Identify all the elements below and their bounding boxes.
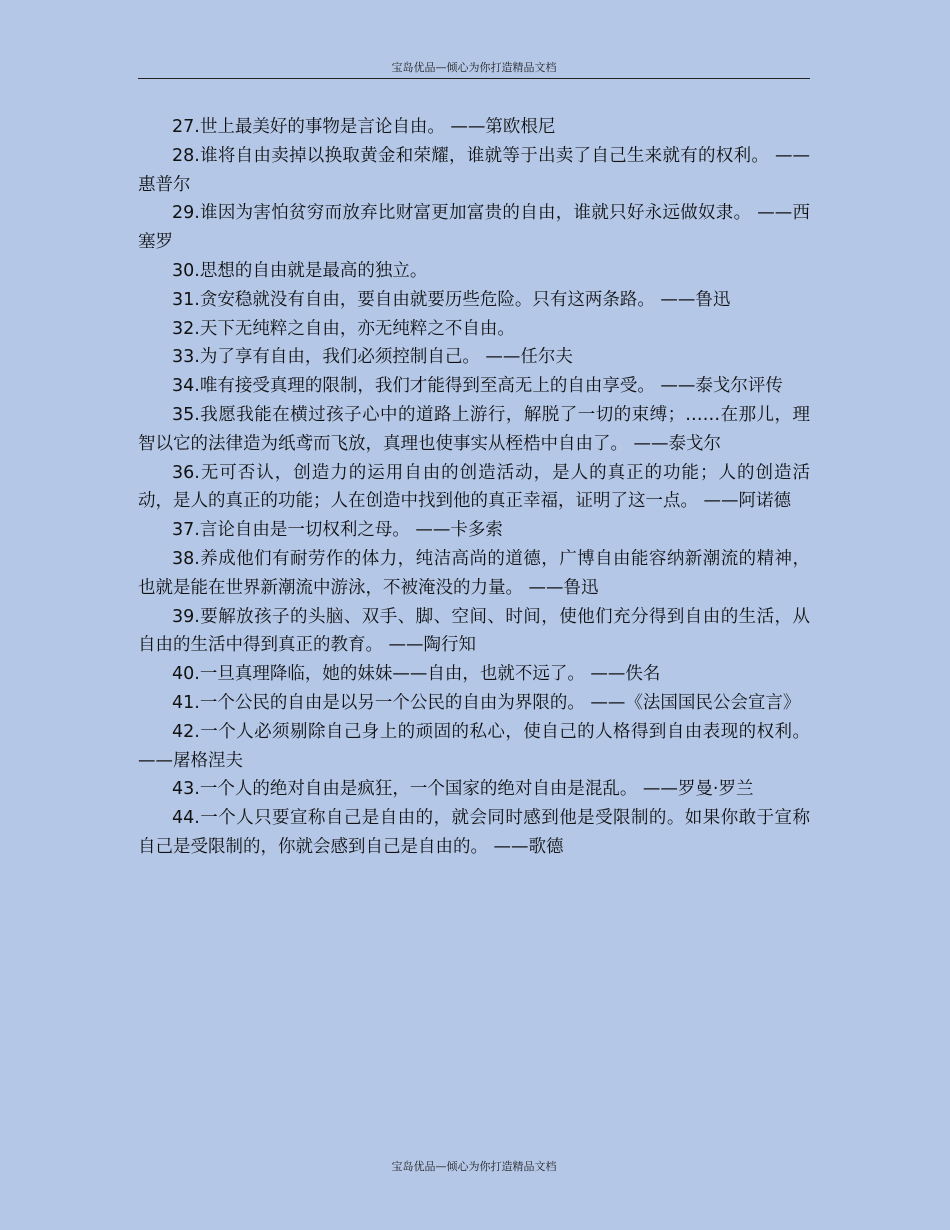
quote-44: 44.一个人只要宣称自己是自由的，就会同时感到他是受限制的。如果你敢于宣称自己是受限制的，你就会感到自己是自由的。 ——歌德 [138, 808, 810, 857]
quote-41: 41.一个公民的自由是以另一个公民的自由为界限的。 ——《法国国民公会宣言》 [172, 692, 801, 713]
quote-28: 28.谁将自由卖掉以换取黄金和荣耀，谁就等于出卖了自己生来就有的权利。 ——惠普尔 [138, 145, 810, 195]
quote-43: 43.一个人的绝对自由是疯狂，一个国家的绝对自由是混乱。 ——罗曼·罗兰 [172, 779, 754, 800]
quote-31: 31.贪安稳就没有自由，要自由就要历些危险。只有这两条路。 ——鲁迅 [172, 289, 731, 310]
quote-39: 39.要解放孩子的头脑、双手、脚、空间、时间，使他们充分得到自由的生活，从自由的生活中得到真正的教育。 ——陶行知 [138, 606, 810, 656]
quote-list [138, 113, 816, 862]
quote-34: 34.唯有接受真理的限制，我们才能得到至高无上的自由享受。 ——泰戈尔评传 [172, 376, 783, 397]
footer-text: 宝岛优品—倾心为你打造精品文档 [391, 1160, 557, 1173]
quote-29: 29.谁因为害怕贫穷而放弃比财富更加富贵的自由，谁就只好永远做奴隶。 ——西塞罗 [138, 203, 810, 253]
header-text: 宝岛优品—倾心为你打造精品文档 [391, 61, 557, 74]
quote-27: 27.世上最美好的事物是言论自由。 ——第欧根尼 [172, 117, 556, 137]
page-footer [138, 1158, 810, 1174]
quote-35: 35.我愿我能在横过孩子心中的道路上游行，解脱了一切的束缚；……在那儿，理智以它的法律造为纸鸢而飞放，真理也使事实从桎梏中自由了。 ——泰戈尔 [138, 404, 810, 454]
quote-42: 42.一个人必须剔除自己身上的顽固的私心，使自己的人格得到自由表现的权利。 ——屠格涅夫 [138, 721, 816, 771]
quote-36: 36.无可否认，创造力的运用自由的创造活动，是人的真正的功能；人的创造活动，是人的真正的功能；人在创造中找到他的真正幸福，证明了这一点。 ——阿诺德 [138, 462, 810, 512]
quote-37: 37.言论自由是一切权利之母。 ——卡多索 [172, 520, 503, 541]
quote-33: 33.为了享有自由，我们必须控制自己。 ——任尔夫 [172, 347, 573, 368]
quote-38: 38.养成他们有耐劳作的体力，纯洁高尚的道德，广博自由能容纳新潮流的精神，也就是能在世界新潮流中游泳，不被淹没的力量。 ——鲁迅 [138, 548, 810, 598]
page-header [138, 56, 810, 79]
quote-30: 30.思想的自由就是最高的独立。 [172, 260, 428, 281]
quote-40: 40.一旦真理降临，她的妹妹——自由，也就不远了。 ——佚名 [172, 664, 661, 685]
quote-32: 32.天下无纯粹之自由，亦无纯粹之不自由。 [172, 318, 515, 339]
